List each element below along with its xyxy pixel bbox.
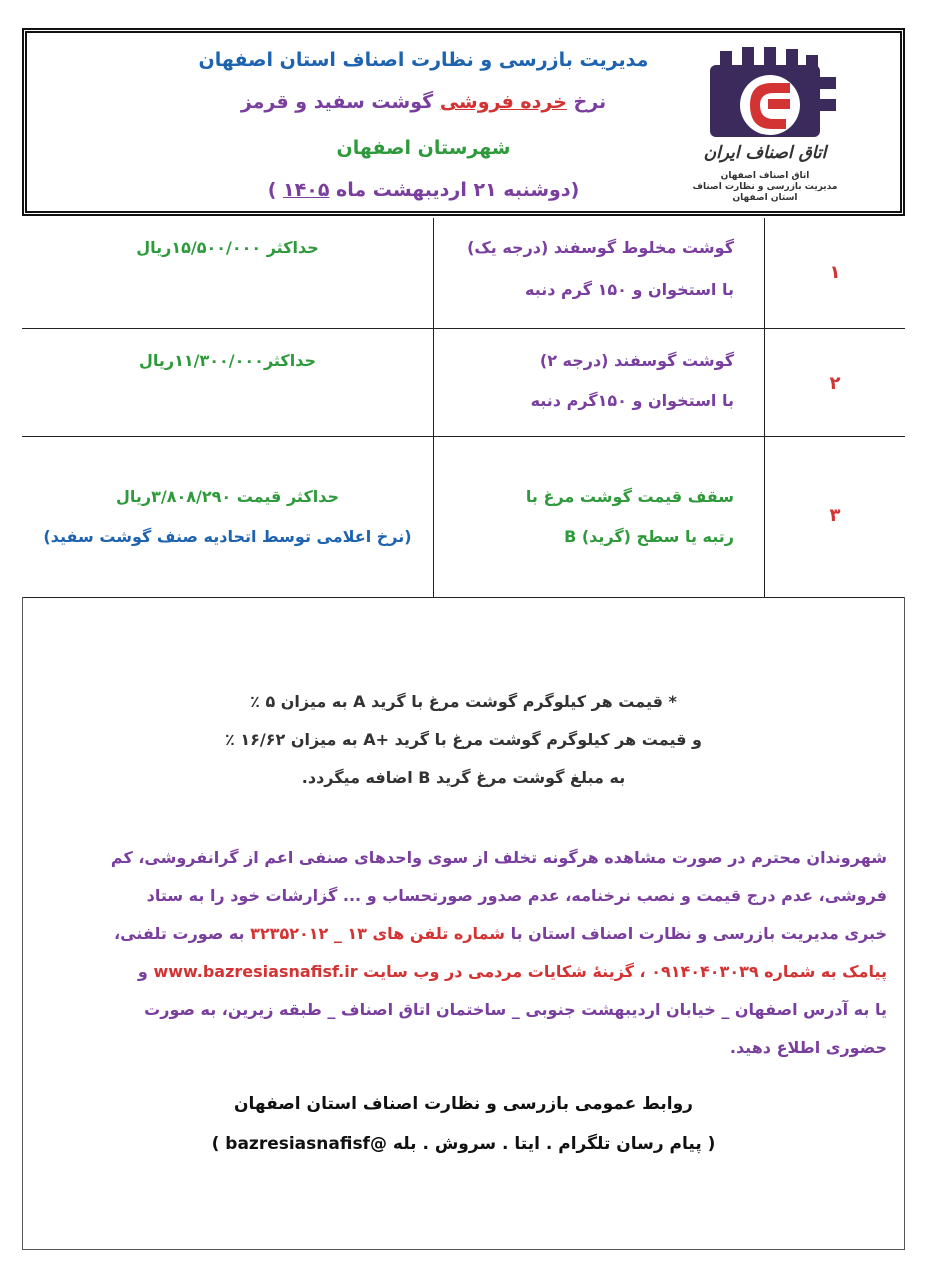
row-name-line1: گوشت مخلوط گوسفند (درجه یک) [467, 238, 734, 257]
header-subject-b: خرده فروشی [439, 91, 567, 113]
row-number: ۲ [829, 373, 841, 394]
header-organization: مدیریت بازرسی و نظارت اصناف استان اصفهان [198, 49, 649, 71]
logo [690, 47, 840, 207]
row-price-note: (نرخ اعلامی توسط اتحادیه صنف گوشت سفید) [43, 527, 412, 546]
row-name-line2: با استخوان و ۱۵۰ گرم دنبه [525, 280, 734, 299]
notice-line-5: یا به آدرس اصفهان _ خیابان اردیبهشت جنوبی _ ساختمان اتاق اصناف _ طبقه زیرین، به صورت [144, 1000, 887, 1019]
notice-line-2: فروشی، عدم درج قیمت و نصب نرخنامه، عدم صدور صورتحساب و ... گزارشات خود را به ستاد [146, 886, 887, 905]
notice-line-4 [40, 962, 887, 981]
note-grade-a: * قیمت هر کیلوگرم گوشت مرغ با گرید A به میزان ۵ ٪ [250, 692, 677, 711]
header-subject-a: نرخ [573, 91, 607, 113]
row-price: حداکثر ۱۵/۵۰۰/۰۰۰ریال [136, 238, 319, 257]
header-date-c: ) [267, 179, 277, 201]
notice-line-3-a: خبری مدیریت بازرسی و نظارت اصناف استان با [510, 924, 887, 943]
table-row [22, 329, 905, 437]
gear-logo-icon [690, 47, 840, 147]
row-name-line1: گوشت گوسفند (درجه ۲) [539, 351, 734, 370]
table-row [22, 218, 905, 329]
logo-caption-1: اتاق اصناف اصفهان [720, 171, 810, 181]
row-price: حداکثر قیمت ۳/۸۰۸/۲۹۰ریال [115, 487, 339, 506]
table-row [22, 437, 905, 598]
row-name-line2: با استخوان و ۱۵۰گرم دنبه [530, 391, 734, 410]
row-number-cell [764, 218, 905, 328]
notice-line-3 [40, 924, 887, 943]
row-name-line2: رتبه یا سطح (گرید) B [564, 527, 734, 546]
row-name-cell [433, 218, 764, 328]
header-box [22, 28, 905, 216]
row-number: ۱ [829, 262, 841, 283]
signature-messengers: ( پیام رسان تلگرام . ایتا . سروش . بله @bazresiasnafisf ) [211, 1134, 716, 1154]
row-price: حداکثر۱۱/۳۰۰/۰۰۰ریال [139, 351, 316, 370]
logo-name: اتاق اصناف ایران [703, 143, 827, 163]
row-number-cell [764, 329, 905, 436]
website-link[interactable]: www.bazresiasnafisf.ir [153, 962, 358, 981]
notice-line-6: حضوری اطلاع دهید. [729, 1038, 887, 1057]
header-subject [177, 91, 670, 113]
row-number-cell [764, 437, 905, 597]
notice-line-4-a: پیامک به شماره ۰۹۱۴۰۴۰۳۰۳۹ ، گزینهٔ شکایات مردمی در وب سایت [363, 962, 887, 981]
logo-caption-2: مدیریت بازرسی و نظارت اصناف [692, 182, 838, 192]
note-grade-b: به مبلغ گوشت مرغ گرید B اضافه میگردد. [301, 768, 626, 787]
header-subject-c: گوشت سفید و قرمز [240, 91, 434, 113]
header-date-a: (دوشنبه ۲۱ اردیبهشت ماه [336, 179, 580, 201]
row-name-line1: سقف قیمت گوشت مرغ با [525, 487, 734, 506]
phone-numbers: شماره تلفن های ۱۳ _ ۳۲۳۵۲۰۱۲ [250, 924, 505, 943]
row-price-cell [22, 437, 433, 597]
notice-line-3-c: به صورت تلفنی، [114, 924, 245, 943]
signature-title: روابط عمومی بازرسی و نظارت اصناف استان اصفهان [234, 1094, 693, 1114]
header-city: شهرستان اصفهان [336, 137, 511, 159]
row-name-cell [433, 437, 764, 597]
header-date [177, 179, 670, 201]
note-grade-a-plus: و قیمت هر کیلوگرم گوشت مرغ با گرید +A به میزان ۱۶/۶۲ ٪ [225, 730, 702, 749]
logo-caption [690, 171, 840, 204]
logo-caption-3: استان اصفهان [732, 193, 798, 203]
row-name-cell [433, 329, 764, 436]
row-price-cell [22, 329, 433, 436]
price-list-page [22, 28, 905, 1250]
row-price-cell [22, 218, 433, 328]
row-number: ۳ [829, 505, 841, 526]
header-date-year: ۱۴۰۵ [283, 179, 330, 201]
notice-line-1: شهروندان محترم در صورت مشاهده هرگونه تخلف از سوی واحدهای صنفی اعم از گرانفروشی، کم [110, 848, 887, 867]
notice-line-4-c: و [137, 962, 148, 981]
